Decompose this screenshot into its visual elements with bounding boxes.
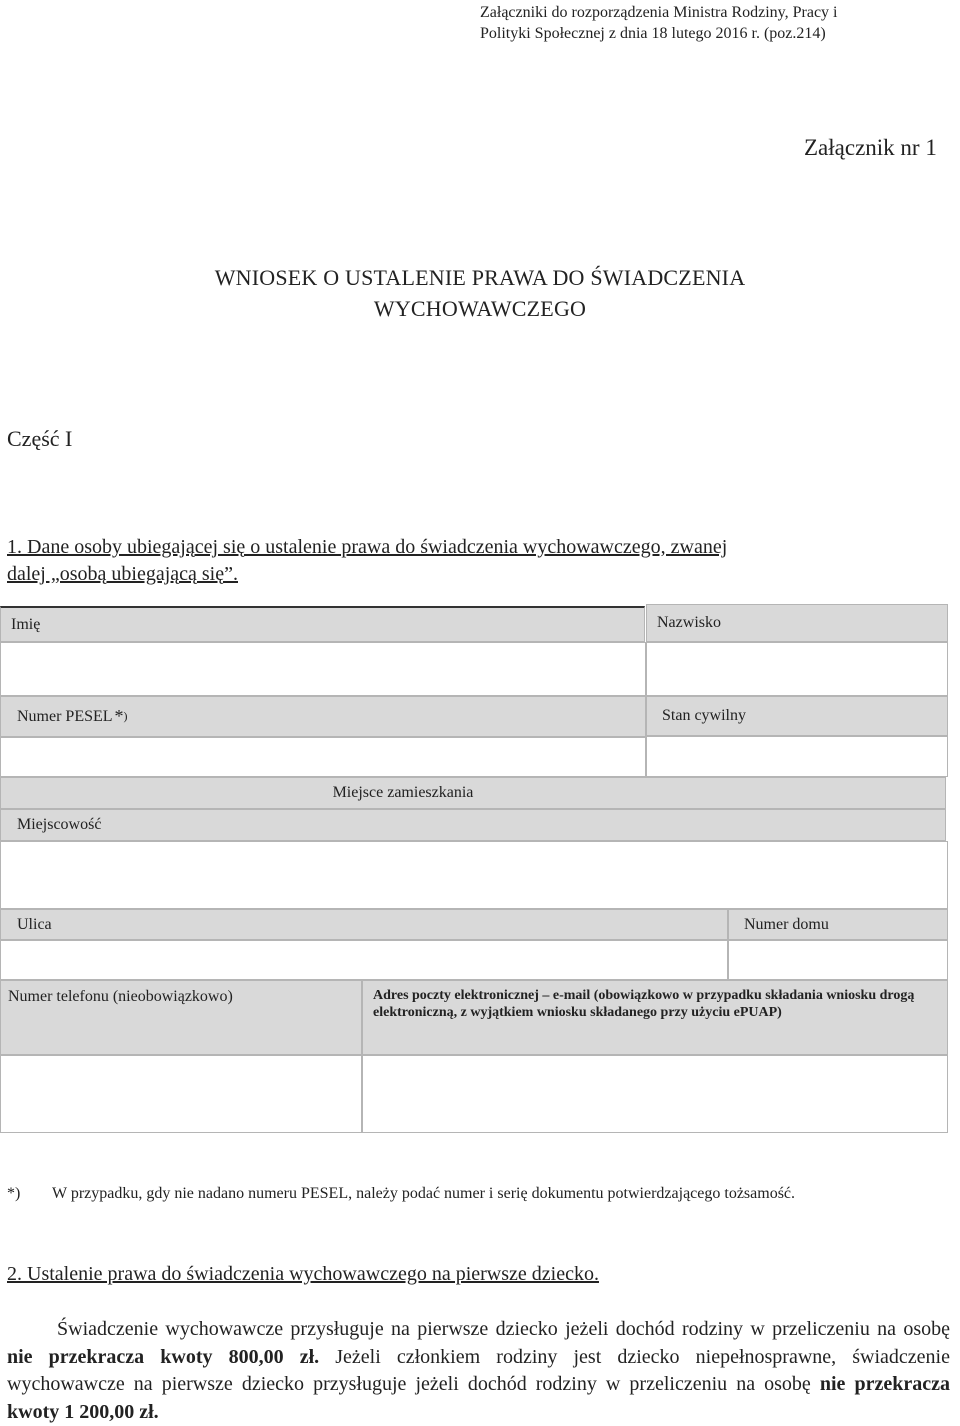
street-label: Ulica — [17, 915, 52, 933]
pesel-footnote — [7, 1185, 957, 1203]
regulation-note-line1: Załączniki do rozporządzenia Ministra Rodziny, Pracy i — [480, 4, 838, 21]
phone-field[interactable] — [0, 1055, 362, 1133]
first-name-field[interactable] — [0, 642, 646, 696]
phone-label: Numer telefonu (nieobowiązkowo) — [8, 988, 233, 1005]
email-label: Adres poczty elektronicznej – e-mail (obowiązkowo w przypadku składania wniosku drogą elektroniczną, z wyjątkiem wniosku składanego przy użyciu ePUAP) — [373, 988, 915, 1020]
email-field[interactable] — [362, 1055, 948, 1133]
marital-status-label: Stan cywilny — [662, 707, 746, 724]
annex-label: Załącznik nr 1 — [804, 135, 937, 160]
section1-heading-line1: 1. Dane osoby ubiegającej się o ustalenie prawa do świadczenia wychowawczego, zwanej — [7, 536, 728, 558]
part-label: Część I — [7, 426, 73, 451]
footnote-text: W przypadku, gdy nie nadano numeru PESEL, należy podać numer i serię dokumentu potwierdzającego tożsamość. — [52, 1185, 796, 1202]
section1-heading — [7, 534, 932, 588]
pesel-footnote-ref: ) — [123, 709, 128, 723]
last-name-field[interactable] — [646, 642, 948, 696]
house-number-field[interactable] — [728, 940, 948, 980]
email-label-cell — [362, 980, 948, 1055]
pesel-label-cell — [0, 696, 646, 737]
city-field[interactable] — [0, 841, 948, 909]
last-name-label-cell — [646, 604, 948, 642]
phone-label-cell — [0, 980, 362, 1055]
house-number-label: Numer domu — [744, 915, 829, 933]
section1-heading-line2: dalej „osobą ubiegającą się”. — [7, 563, 238, 585]
section2-paragraph — [7, 1316, 950, 1426]
document-title-line1: WNIOSEK O USTALENIE PRAWA DO ŚWIADCZENIA — [214, 265, 746, 290]
para-bold-2: nie przekracza kwoty 1 200,00 zł. — [7, 1373, 950, 1423]
residence-label-cell — [0, 777, 946, 809]
para-text-2: Jeżeli członkiem rodziny jest dziecko niepełnosprawne, świadczenie wychowawcze na pierwsze dziecko przysługuje jeżeli dochód rodziny w przeliczeniu na osobę — [7, 1345, 950, 1395]
city-label-cell — [0, 809, 946, 841]
regulation-note — [480, 2, 900, 44]
pesel-label: Numer PESEL — [17, 707, 113, 725]
marital-status-field[interactable] — [646, 736, 948, 777]
first-name-label-cell — [0, 606, 645, 642]
regulation-note-line2: Polityki Społecznej z dnia 18 lutego 2016 r. (poz.214) — [480, 25, 826, 42]
section2-heading: 2. Ustalenie prawa do świadczenia wychowawczego na pierwsze dziecko. — [7, 1263, 599, 1285]
street-field[interactable] — [0, 940, 728, 980]
last-name-label: Nazwisko — [657, 614, 721, 631]
pesel-field[interactable] — [0, 737, 646, 777]
document-title — [0, 262, 960, 324]
house-number-label-cell — [728, 909, 948, 940]
para-bold-1: nie przekracza kwoty 800,00 zł. — [7, 1345, 320, 1368]
document-title-line2: WYCHOWAWCZEGO — [373, 296, 587, 321]
footnote-mark: *) — [7, 1185, 21, 1202]
pesel-asterisk: * — [114, 706, 124, 726]
para-text-1: Świadczenie wychowawcze przysługuje na pierwsze dziecko jeżeli dochód rodziny w przeliczeniu na osobę — [57, 1318, 950, 1340]
residence-label: Miejsce zamieszkania — [332, 784, 474, 801]
street-label-cell — [0, 909, 728, 940]
first-name-label: Imię — [11, 615, 41, 633]
marital-status-label-cell — [646, 696, 948, 736]
city-label: Miejscowość — [17, 816, 102, 833]
